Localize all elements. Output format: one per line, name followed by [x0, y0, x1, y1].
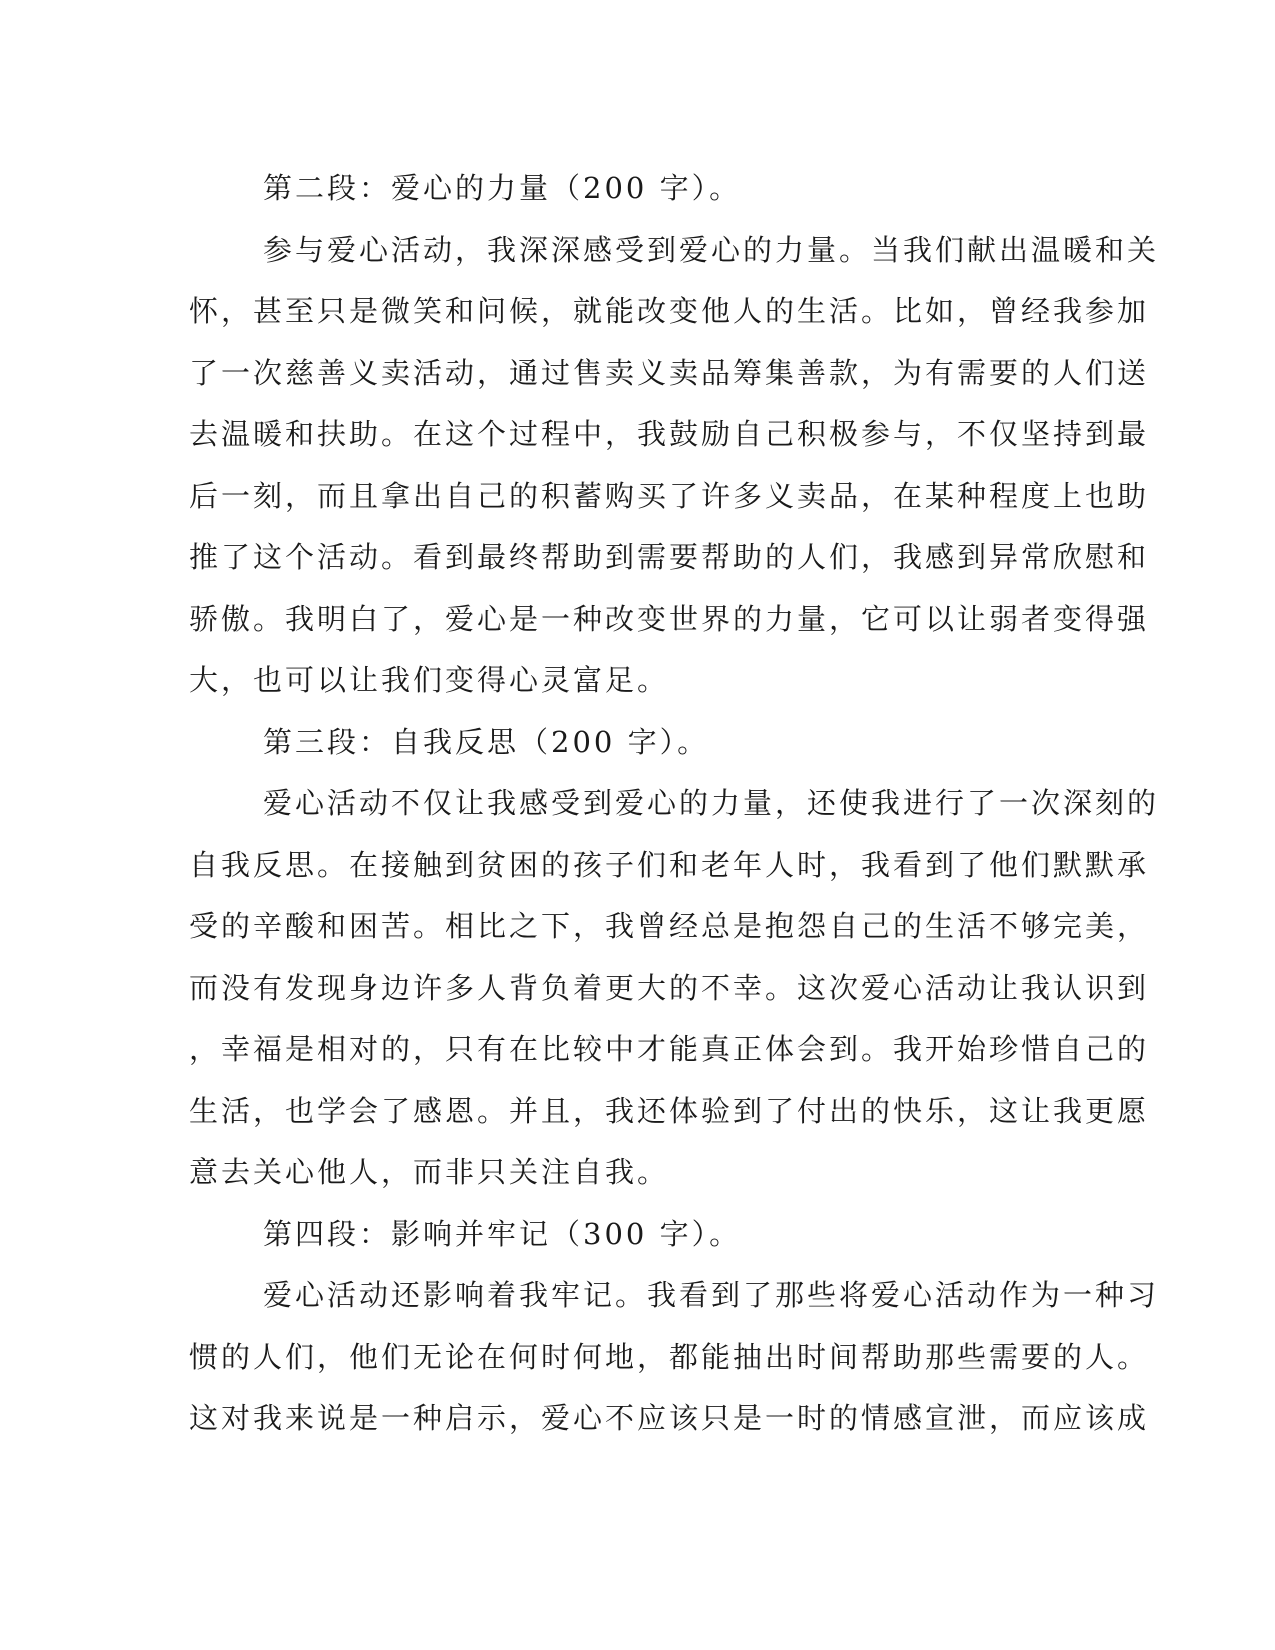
paragraph-line: 大，也可以让我们变得心灵富足。 — [189, 663, 670, 697]
paragraph-line: 后一刻，而且拿出自己的积蓄购买了许多义卖品，在某种程度上也助 — [189, 478, 1150, 513]
paragraph-line: 怀，甚至只是微笑和问候，就能改变他人的生活。比如，曾经我参加 — [189, 294, 1150, 328]
section-heading-3: 第三段：自我反思（200 字）。 — [263, 724, 710, 759]
paragraph-line: 惯的人们，他们无论在何时何地，都能抽出时间帮助那些需要的人。 — [189, 1339, 1150, 1374]
paragraph-line: 了一次慈善义卖活动，通过售卖义卖品筹集善款，为有需要的人们送 — [189, 355, 1150, 390]
paragraph-line: 去温暖和扶助。在这个过程中，我鼓励自己积极参与，不仅坚持到最 — [189, 417, 1150, 451]
paragraph-line: ，幸福是相对的，只有在比较中才能真正体会到。我开始珍惜自己的 — [189, 1032, 1150, 1066]
section-heading-4: 第四段：影响并牢记（300 字）。 — [263, 1216, 742, 1251]
paragraph-line: 骄傲。我明白了，爱心是一种改变世界的力量，它可以让弱者变得强 — [189, 601, 1150, 636]
paragraph-line: 生活，也学会了感恩。并且，我还体验到了付出的快乐，这让我更愿 — [189, 1093, 1150, 1128]
paragraph-line: 自我反思。在接触到贫困的孩子们和老年人时，我看到了他们默默承 — [189, 847, 1150, 882]
section-heading-2: 第二段：爱心的力量（200 字）。 — [263, 171, 742, 205]
paragraph-line: 推了这个活动。看到最终帮助到需要帮助的人们，我感到异常欣慰和 — [189, 540, 1150, 574]
paragraph-line: 而没有发现身边许多人背负着更大的不幸。这次爱心活动让我认识到 — [189, 970, 1150, 1005]
document-body — [189, 158, 1160, 1450]
paragraph-line: 爱心活动还影响着我牢记。我看到了那些将爱心活动作为一种习 — [263, 1278, 1160, 1312]
paragraph-line: 爱心活动不仅让我感受到爱心的力量，还使我进行了一次深刻的 — [263, 786, 1160, 820]
paragraph-line: 参与爱心活动，我深深感受到爱心的力量。当我们献出温暖和关 — [263, 232, 1160, 267]
paragraph-line: 受的辛酸和困苦。相比之下，我曾经总是抱怨自己的生活不够完美， — [189, 909, 1150, 943]
paragraph-line: 这对我来说是一种启示，爱心不应该只是一时的情感宣泄，而应该成 — [189, 1401, 1150, 1435]
paragraph-line: 意去关心他人，而非只关注自我。 — [189, 1155, 670, 1189]
